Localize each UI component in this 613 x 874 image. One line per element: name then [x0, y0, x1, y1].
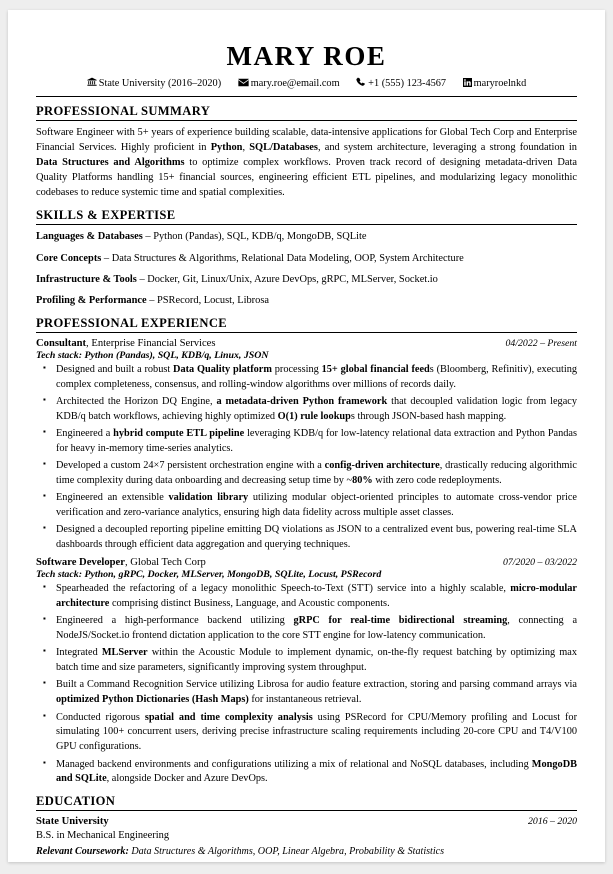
experience-bullet-list	[36, 582, 577, 787]
linkedin-icon	[463, 78, 472, 90]
experience-entry-header	[36, 338, 577, 349]
education-school: State University	[36, 816, 109, 828]
skill-category-value: – Docker, Git, Linux/Unix, Azure DevOps, gRPC, MLServer, Socket.io	[136, 273, 438, 285]
experience-bullet: ▪ Engineered a hybrid compute ETL pipeline leveraging KDB/q for low-latency relational data extraction and Python Pandas for heavy in-memory time-series analytics.	[36, 427, 577, 457]
education-coursework-value: Data Structures & Algorithms, OOP, Linear Algebra, Probability & Statistics	[131, 846, 445, 858]
skill-category-label: Profiling & Performance	[36, 295, 147, 307]
experience-bullet: ▪ Designed a decoupled reporting pipeline emitting DQ violations as JSON to a centralized event bus, powering real-time SLA dashboards through efficient data aggregation and querying techniques.	[36, 523, 577, 553]
experience-bullet: ▪ Managed backend environments and configurations utilizing a mix of relational and NoSQL databases, including MongoDB and SQLite, alongside Docker and Azure DevOps.	[36, 758, 577, 788]
section-divider-summary	[36, 120, 577, 121]
education-dates: 2016 – 2020	[528, 816, 577, 828]
experience-job-title: Software Developer	[36, 557, 125, 569]
skill-line	[36, 252, 577, 267]
skill-line	[36, 230, 577, 245]
section-education	[36, 794, 577, 857]
skill-category-label: Core Concepts	[36, 252, 102, 264]
experience-title-company	[36, 557, 206, 568]
section-divider-experience	[36, 332, 577, 333]
contact-email-text: mary.roe@email.com	[250, 78, 340, 90]
summary-paragraph: Software Engineer with 5+ years of experience building scalable, data-intensive applications for Global Tech Corp and Enterprise Financial Services. Highly proficient in Python, SQL/Databases, and system architecture, leveraging a strong foundation in Data Structures and Algorithms to optimize complex workflows. Proven track record of designing metadata-driven Data Quality Platforms handling 15+ financial sources, engineering efficient ETL pipelines, and modularizing legacy monolithic codebases to reduce systemic time and spatial complexities.	[36, 127, 577, 199]
experience-company: , Enterprise Financial Services	[86, 337, 216, 349]
experience-dates: 07/2020 – 03/2022	[502, 557, 577, 569]
experience-bullet-list	[36, 363, 577, 553]
experience-entry	[36, 338, 577, 553]
contact-linkedin[interactable]	[463, 78, 527, 89]
skill-category-value: – Python (Pandas), SQL, KDB/q, MongoDB, SQLite	[142, 231, 367, 243]
section-title-skills: SKILLS & EXPERTISE	[36, 208, 176, 223]
section-professional-experience	[36, 316, 577, 787]
skill-category-label: Languages & Databases	[36, 231, 143, 243]
experience-bullet: ▪ Developed a custom 24×7 persistent orchestration engine with a config-driven architecture, drastically reducing algorithmic time complexity during data onboarding and decreasing setup time by ~80% with zero code redeployments.	[36, 459, 577, 489]
education-degree: B.S. in Mechanical Engineering	[36, 830, 170, 842]
contact-phone-text: +1 (555) 123-4567	[368, 78, 447, 90]
email-icon	[238, 78, 249, 90]
experience-bullet: ▪ Conducted rigorous spatial and time complexity analysis using PSRecord for CPU/Memory profiling and Locust for simulating 100+ concurrent users, deriving precise infrastructure scaling requirements including 20-core CPU and T4/V100 GPU configurations.	[36, 711, 577, 755]
skill-category-value: – Data Structures & Algorithms, Relational Data Modeling, OOP, System Architecture	[101, 252, 464, 264]
experience-bullet: ▪ Engineered an extensible validation library utilizing modular object-oriented principles to automate cross-vendor price verification and zero-variance analytics, ensuring high data fidelity across multiple asset classes.	[36, 491, 577, 521]
contact-phone[interactable]	[356, 78, 448, 89]
phone-icon	[356, 77, 366, 90]
candidate-name: MARY ROE	[226, 41, 387, 71]
experience-bullet: ▪ Engineered a high-performance backend utilizing gRPC for real-time bidirectional streaming, connecting a NodeJS/Socket.io frontend dictation application to the core STT engine for low-latency communication.	[36, 614, 577, 644]
section-skills-expertise	[36, 208, 577, 309]
experience-job-title: Consultant	[36, 337, 87, 349]
section-title-summary: PROFESSIONAL SUMMARY	[36, 104, 211, 119]
section-professional-summary	[36, 104, 577, 201]
resume-page	[8, 10, 605, 862]
education-coursework-label: Relevant Coursework:	[36, 846, 129, 858]
experience-tech-stack: Tech stack: Python (Pandas), SQL, KDB/q, Linux, JSON	[36, 349, 269, 361]
header-divider	[36, 96, 577, 97]
skill-line	[36, 294, 577, 309]
skills-list	[36, 230, 577, 309]
contact-linkedin-text: maryroelnkd	[473, 78, 527, 90]
skill-category-label: Infrastructure & Tools	[36, 273, 137, 285]
experience-bullet: ▪ Integrated MLServer within the Acoustic Module to implement dynamic, on-the-fly request batching by optimizing max batch time and size parameters, significantly improving system throughput.	[36, 646, 577, 676]
skill-category-value: – PSRecord, Locust, Librosa	[146, 295, 269, 307]
experience-entry-header	[36, 557, 577, 568]
skill-line	[36, 273, 577, 288]
experience-title-company	[36, 338, 215, 349]
education-coursework	[36, 846, 577, 857]
education-entry-header	[36, 816, 577, 827]
section-title-experience: PROFESSIONAL EXPERIENCE	[36, 315, 228, 330]
experience-bullet: ▪ Designed and built a robust Data Quality platform processing 15+ global financial feeds (Bloomberg, Refinitiv), executing complex completeness, consensus, and rolling-window algorithms over millions of records daily.	[36, 363, 577, 393]
experience-bullet: ▪ Architected the Horizon DQ Engine, a metadata-driven Python framework that decoupled validation logic from legacy KDB/q batch workflows, achieving highly optimized O(1) rule lookups through JSON-based hash mapping.	[36, 395, 577, 425]
university-icon	[87, 77, 97, 90]
experience-bullet: ▪ Built a Command Recognition Service utilizing Librosa for audio feature extraction, storing and parsing command arrays via optimized Python Dictionaries (Hash Maps) for instantaneous retrieval.	[36, 678, 577, 708]
experience-entry	[36, 557, 577, 787]
section-divider-skills	[36, 224, 577, 225]
experience-list	[36, 338, 577, 787]
contact-education-text: State University (2016–2020)	[98, 78, 222, 90]
contact-email[interactable]	[238, 78, 342, 89]
experience-company: , Global Tech Corp	[124, 557, 206, 569]
section-divider-education	[36, 810, 577, 811]
experience-tech-stack: Tech stack: Python, gRPC, Docker, MLServer, MongoDB, SQLite, Locust, PSRecord	[36, 569, 382, 581]
experience-bullet: ▪ Spearheaded the refactoring of a legacy monolithic Speech-to-Text (STT) service into a highly scalable, micro-modular architecture comprising distinct Business, Language, and Acoustic components.	[36, 582, 577, 612]
section-title-education: EDUCATION	[36, 794, 116, 809]
contact-education	[87, 78, 224, 89]
resume-header	[36, 42, 577, 97]
experience-dates: 04/2022 – Present	[505, 337, 577, 349]
contact-line	[36, 77, 577, 90]
